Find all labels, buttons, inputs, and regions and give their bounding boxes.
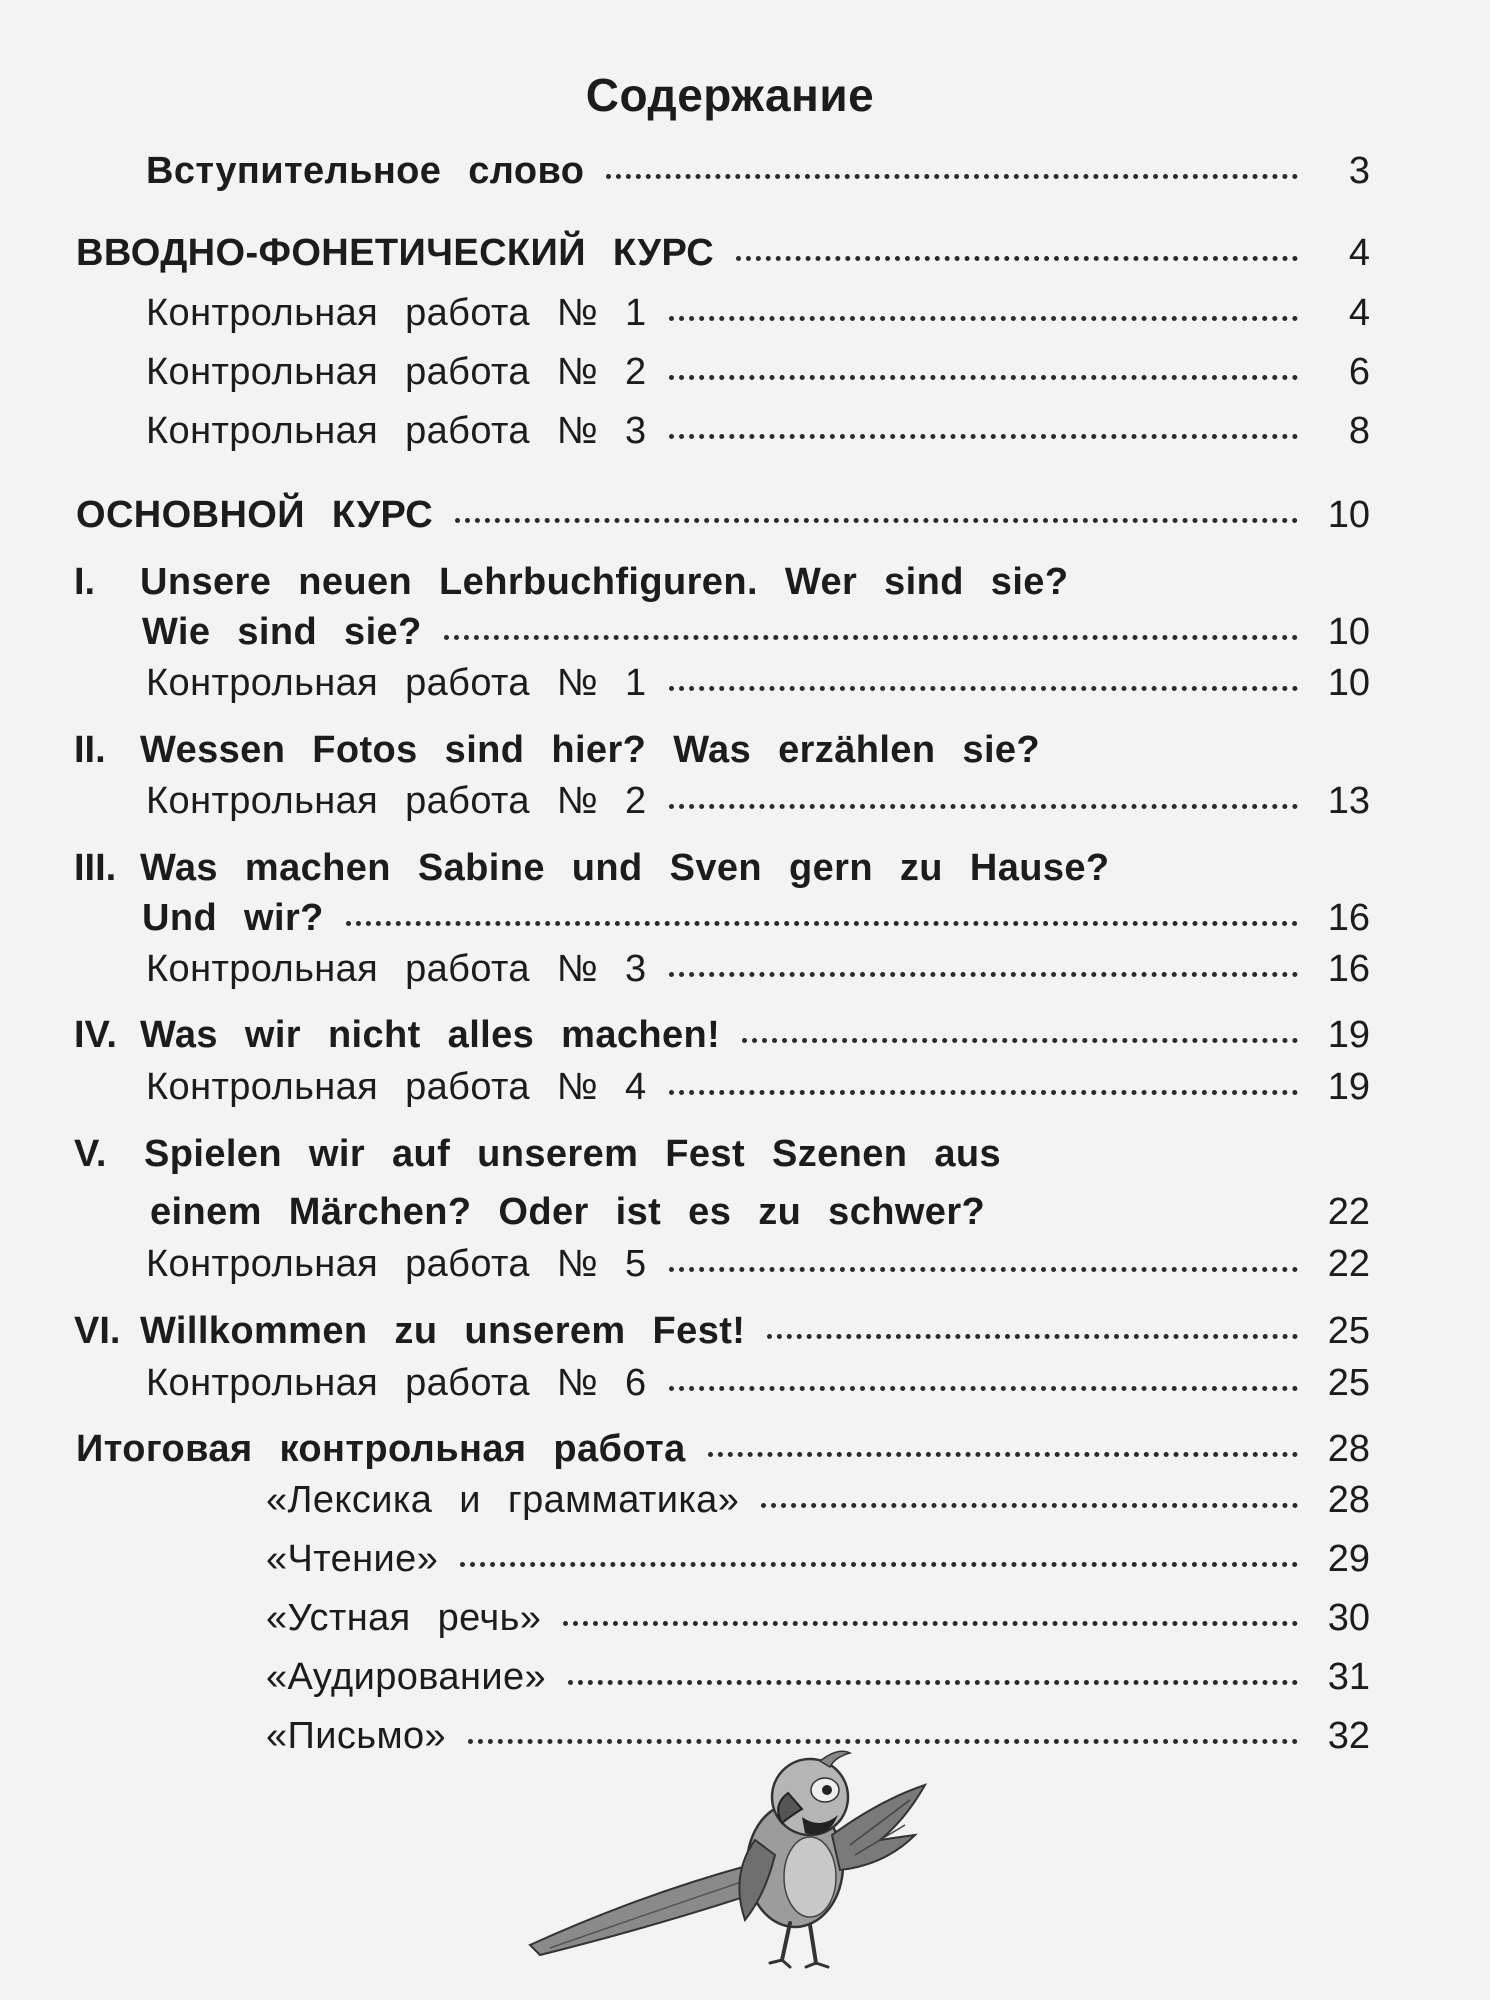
toc-entry-part[interactable] bbox=[266, 1538, 1370, 1581]
page-number: 3 bbox=[1348, 150, 1370, 192]
toc-entry-unit-5[interactable] bbox=[150, 1191, 1370, 1234]
dot-leader bbox=[761, 1503, 1298, 1508]
toc-entry-unit-1[interactable] bbox=[142, 611, 1370, 654]
toc-section-main[interactable] bbox=[76, 494, 1370, 537]
dot-leader bbox=[708, 1452, 1298, 1457]
toc-entry-text: Wie sind sie? bbox=[142, 611, 422, 653]
toc-section-phonetic[interactable] bbox=[76, 232, 1370, 275]
toc-entry-test[interactable] bbox=[146, 780, 1370, 823]
dot-leader bbox=[669, 1267, 1298, 1272]
page-number: 25 bbox=[1327, 1362, 1370, 1404]
toc-entry-part[interactable] bbox=[266, 1656, 1370, 1699]
page-number: 10 bbox=[1327, 494, 1370, 536]
toc-entry-text: einem Märchen? Oder ist es zu schwer? bbox=[150, 1191, 986, 1233]
dot-leader bbox=[669, 375, 1298, 380]
toc-entry-unit-6[interactable] bbox=[74, 1310, 1370, 1353]
toc-entry-text: Контрольная работа № 6 bbox=[146, 1362, 647, 1404]
dot-leader bbox=[568, 1680, 1298, 1685]
page-number: 8 bbox=[1348, 410, 1370, 452]
toc-entry-test[interactable] bbox=[146, 292, 1370, 335]
toc-entry-text: Контрольная работа № 4 bbox=[146, 1066, 647, 1108]
page-number: 4 bbox=[1348, 292, 1370, 334]
toc-entry-test[interactable] bbox=[146, 1243, 1370, 1286]
page-number: 28 bbox=[1327, 1428, 1370, 1470]
section-heading: ОСНОВНОЙ КУРС bbox=[76, 494, 434, 536]
toc-entry-unit-3[interactable] bbox=[142, 897, 1370, 940]
page-number: 30 bbox=[1327, 1597, 1370, 1639]
toc-entry-test[interactable] bbox=[146, 410, 1370, 453]
page-number: 32 bbox=[1327, 1715, 1370, 1757]
toc-entry-text: «Аудирование» bbox=[266, 1656, 547, 1698]
toc-entry-unit-4[interactable] bbox=[74, 1014, 1370, 1057]
toc-entry-text: «Чтение» bbox=[266, 1538, 439, 1580]
page-number: 31 bbox=[1327, 1656, 1370, 1698]
page-number: 16 bbox=[1327, 948, 1370, 990]
dot-leader bbox=[669, 804, 1298, 809]
unit-title-line[interactable]: Wessen Fotos sind hier? Was erzählen sie? bbox=[140, 729, 1041, 771]
dot-leader bbox=[669, 434, 1298, 439]
dot-leader bbox=[669, 972, 1298, 977]
toc-entry-test[interactable] bbox=[146, 351, 1370, 394]
page-number: 19 bbox=[1327, 1066, 1370, 1108]
dot-leader bbox=[460, 1562, 1298, 1567]
toc-entry-text: Вступительное слово bbox=[146, 150, 585, 192]
dot-leader bbox=[606, 174, 1298, 179]
unit-number: IV. bbox=[74, 1014, 117, 1056]
unit-title-line[interactable]: Spielen wir auf unserem Fest Szenen aus bbox=[144, 1133, 1002, 1175]
page-number: 13 bbox=[1327, 780, 1370, 822]
dot-leader bbox=[455, 518, 1298, 523]
page-number: 10 bbox=[1327, 611, 1370, 653]
toc-entry-test[interactable] bbox=[146, 662, 1370, 705]
dot-leader bbox=[444, 635, 1298, 640]
toc-entry-text: Контрольная работа № 3 bbox=[146, 948, 647, 990]
toc-entry-test[interactable] bbox=[146, 1066, 1370, 1109]
section-heading: Итоговая контрольная работа bbox=[76, 1428, 686, 1470]
toc-entry-text: Und wir? bbox=[142, 897, 324, 939]
toc-entry-part[interactable] bbox=[266, 1479, 1370, 1522]
dot-leader bbox=[468, 1739, 1298, 1744]
unit-number: I. bbox=[74, 561, 96, 603]
toc-section-final[interactable] bbox=[76, 1428, 1370, 1471]
toc-entry-text: Was wir nicht alles machen! bbox=[140, 1014, 721, 1056]
page-number: 10 bbox=[1327, 662, 1370, 704]
page-number: 22 bbox=[1327, 1243, 1370, 1285]
toc-entry-text: Контрольная работа № 3 bbox=[146, 410, 647, 452]
toc-entry-test[interactable] bbox=[146, 948, 1370, 991]
dot-leader bbox=[767, 1334, 1298, 1339]
dot-leader bbox=[742, 1038, 1298, 1043]
unit-number: V. bbox=[74, 1133, 107, 1175]
section-heading: ВВОДНО-ФОНЕТИЧЕСКИЙ КУРС bbox=[76, 232, 715, 274]
dot-leader bbox=[669, 1090, 1298, 1095]
toc-entry-text: Контрольная работа № 2 bbox=[146, 780, 647, 822]
page-number: 28 bbox=[1327, 1479, 1370, 1521]
toc-entry-text: «Лексика и грамматика» bbox=[266, 1479, 740, 1521]
page-title: Содержание bbox=[585, 69, 875, 121]
unit-title-line[interactable]: Unsere neuen Lehrbuchfiguren. Wer sind sie? bbox=[140, 561, 1069, 603]
page-number: 25 bbox=[1327, 1310, 1370, 1352]
page-number: 16 bbox=[1327, 897, 1370, 939]
dot-leader bbox=[669, 316, 1298, 321]
page-number: 22 bbox=[1327, 1191, 1370, 1233]
unit-title-line[interactable]: Was machen Sabine und Sven gern zu Hause? bbox=[140, 847, 1110, 889]
toc-entry-part[interactable] bbox=[266, 1597, 1370, 1640]
toc-entry-text: «Письмо» bbox=[266, 1715, 447, 1757]
page-number: 4 bbox=[1348, 232, 1370, 274]
toc-entry-text: Контрольная работа № 1 bbox=[146, 292, 647, 334]
toc-entry-text: Контрольная работа № 5 bbox=[146, 1243, 647, 1285]
toc-entry-text: «Устная речь» bbox=[266, 1597, 542, 1639]
dot-leader bbox=[669, 1386, 1298, 1391]
page-number: 6 bbox=[1348, 351, 1370, 393]
dot-leader bbox=[563, 1621, 1298, 1626]
parrot-illustration bbox=[520, 1745, 940, 1995]
dot-leader bbox=[669, 686, 1298, 691]
toc-entry-test[interactable] bbox=[146, 1362, 1370, 1405]
unit-number: VI. bbox=[74, 1310, 121, 1352]
dot-leader bbox=[346, 921, 1298, 926]
toc-entry-text: Willkommen zu unserem Fest! bbox=[140, 1310, 746, 1352]
toc-entry-intro[interactable] bbox=[146, 150, 1370, 193]
toc-entry-text: Контрольная работа № 2 bbox=[146, 351, 647, 393]
toc-entry-text: Контрольная работа № 1 bbox=[146, 662, 647, 704]
unit-number: II. bbox=[74, 729, 106, 771]
page-number: 19 bbox=[1327, 1014, 1370, 1056]
unit-number: III. bbox=[74, 847, 117, 889]
dot-leader bbox=[736, 256, 1298, 261]
page-number: 29 bbox=[1327, 1538, 1370, 1580]
